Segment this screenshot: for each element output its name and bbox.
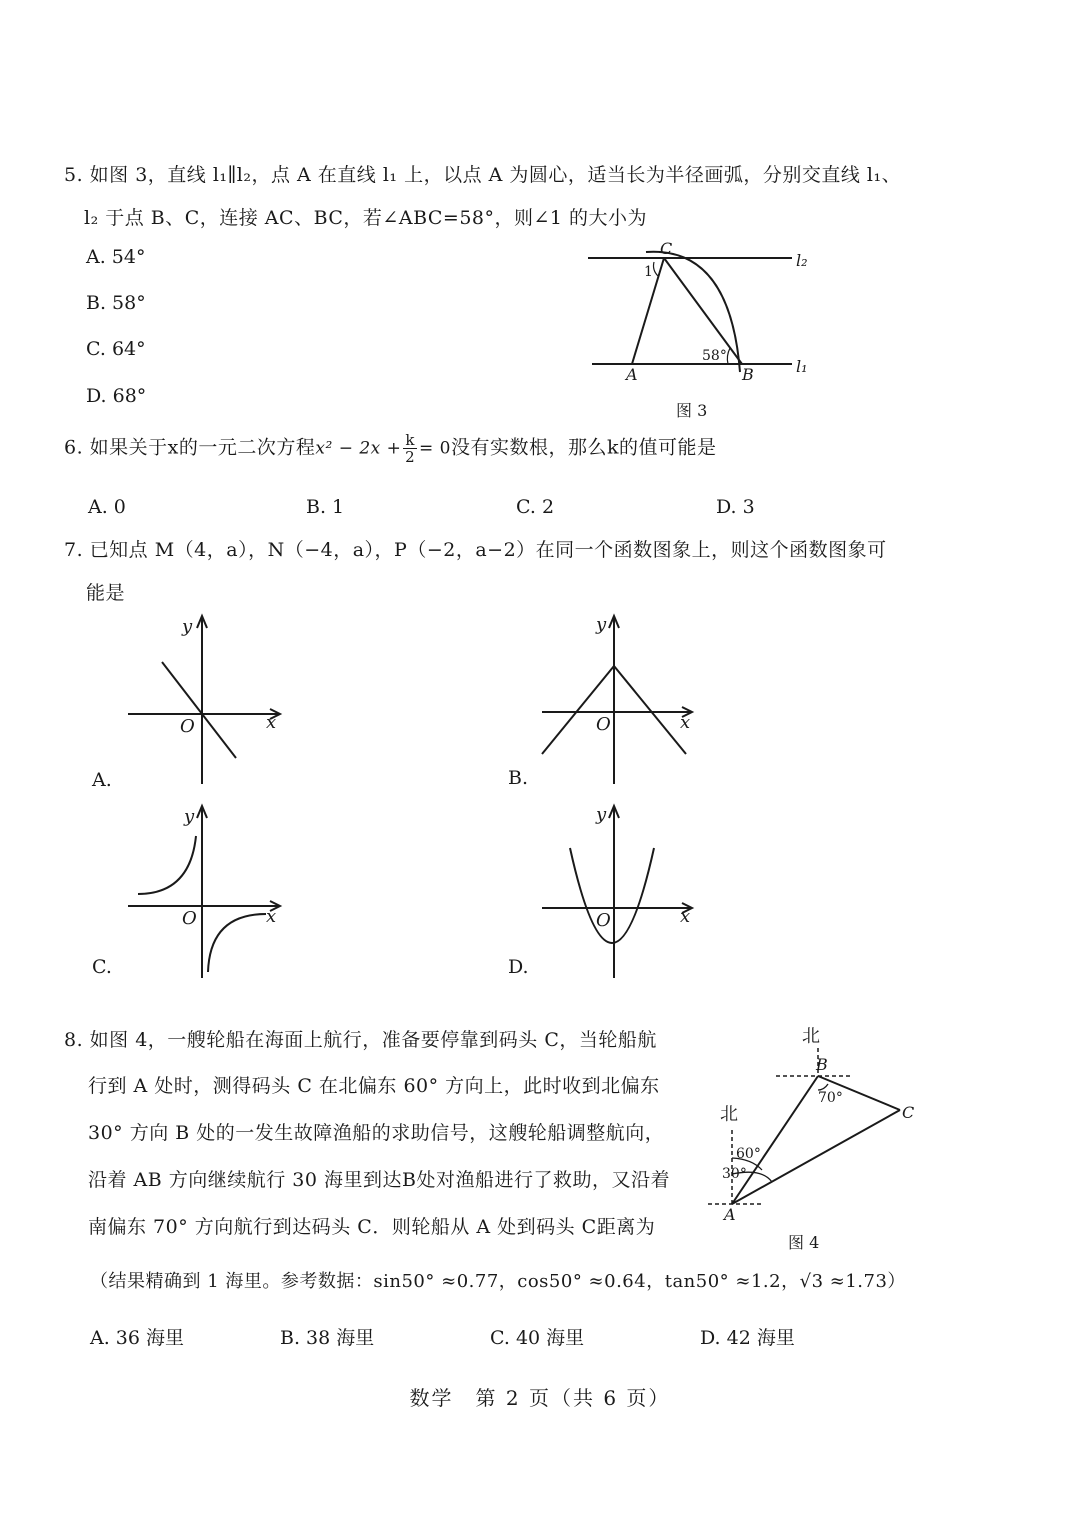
- fig3-label-c: C: [660, 239, 673, 258]
- graph-c-x-label: x: [266, 906, 277, 927]
- graph-b-y-label: y: [596, 614, 607, 635]
- q6-suffix: 没有实数根，那么k的值可能是: [450, 436, 717, 459]
- q6-option-d: D. 3: [716, 496, 755, 518]
- q5-option-a: A. 54°: [86, 246, 146, 268]
- q5-option-d: D. 68°: [86, 385, 147, 407]
- graph-c: [120, 802, 290, 982]
- graph-a-label: A.: [92, 769, 112, 791]
- q5-option-b: B. 58°: [86, 292, 146, 314]
- q8-option-a: A. 36 海里: [90, 1327, 185, 1349]
- fig4-angle-70: 70°: [818, 1090, 843, 1106]
- fig4-label-b: B: [816, 1055, 828, 1074]
- q8-line1: 8. 如图 4，一艘轮船在海面上航行，准备要停靠到码头 C，当轮船航: [64, 1029, 657, 1051]
- fig4-angle-30: 30°: [722, 1166, 747, 1182]
- q8-note: （结果精确到 1 海里。参考数据：sin50° ≈0.77，cos50° ≈0.64，tan50° ≈1.2，√3 ≈1.73）: [90, 1271, 906, 1292]
- fig3-label-l1: l₁: [796, 357, 808, 376]
- q6-question: [64, 432, 716, 465]
- fig3-label-58: 58°: [702, 348, 727, 364]
- page-footer: 数学 第 2 页（共 6 页）: [409, 1386, 671, 1410]
- q5-line2: l₂ 于点 B、C，连接 AC、BC，若∠ABC=58°，则∠1 的大小为: [84, 207, 648, 229]
- fig3-label-angle1: 1: [644, 264, 653, 280]
- graph-a-y-label: y: [182, 616, 193, 637]
- fig4-label-a: A: [724, 1205, 736, 1224]
- q6-frac-num: k: [405, 431, 415, 449]
- q8-line2: 行到 A 处时，测得码头 C 在北偏东 60° 方向上，此时收到北偏东: [88, 1075, 660, 1097]
- fig3-label-b: B: [742, 365, 754, 384]
- graph-a-origin: O: [180, 716, 195, 737]
- graph-c-label: C.: [92, 956, 112, 978]
- graph-d-y-label: y: [596, 804, 607, 825]
- q7-line1: 7. 已知点 M（4，a），N（−4，a），P（−2，a−2）在同一个函数图象上，则这个函数图象可: [64, 539, 887, 561]
- q6-option-b: B. 1: [306, 496, 345, 518]
- fig4-angle-60: 60°: [736, 1146, 761, 1162]
- graph-b: [534, 612, 704, 787]
- q8-option-d: D. 42 海里: [700, 1327, 795, 1349]
- figure-3: [580, 236, 820, 426]
- q8-line5: 南偏东 70° 方向航行到达码头 C．则轮船从 A 处到码头 C距离为: [88, 1216, 656, 1238]
- q8-line4: 沿着 AB 方向继续航行 30 海里到达B处对渔船进行了救助，又沿着: [88, 1169, 670, 1191]
- q6-eq-right: = 0: [419, 438, 451, 459]
- fig3-label-a: A: [626, 365, 638, 384]
- q6-option-c: C. 2: [516, 496, 555, 518]
- q5-option-c: C. 64°: [86, 338, 146, 360]
- fig3-label-l2: l₂: [796, 251, 808, 270]
- fig3-caption: 图 3: [676, 401, 708, 420]
- graph-d-x-label: x: [680, 906, 691, 927]
- fig4-label-c: C: [902, 1103, 915, 1122]
- graph-b-origin: O: [596, 714, 611, 735]
- q8-option-b: B. 38 海里: [280, 1327, 375, 1349]
- graph-d-origin: O: [596, 910, 611, 931]
- graph-a-x-label: x: [266, 712, 277, 733]
- q5-line1: 5. 如图 3，直线 l₁∥l₂，点 A 在直线 l₁ 上，以点 A 为圆心，适当长为半径画弧，分别交直线 l₁、: [64, 164, 902, 186]
- figure-4: [700, 1018, 930, 1258]
- graph-d: [534, 802, 704, 982]
- q6-fraction: [403, 432, 417, 465]
- fig4-north-a: 北: [720, 1104, 738, 1125]
- q8-option-c: C. 40 海里: [490, 1327, 585, 1349]
- q6-option-a: A. 0: [88, 496, 126, 518]
- q6-eq-left: x² − 2x +: [315, 438, 402, 459]
- graph-c-y-label: y: [184, 806, 195, 827]
- graph-d-label: D.: [508, 956, 529, 978]
- graph-c-origin: O: [182, 908, 197, 929]
- fig4-caption: 图 4: [788, 1233, 820, 1252]
- graph-b-label: B.: [508, 767, 529, 789]
- graph-a: [120, 612, 290, 787]
- fig4-north-b: 北: [802, 1026, 820, 1047]
- q6-frac-den: 2: [405, 448, 416, 466]
- q7-line2: 能是: [86, 582, 126, 604]
- q8-line3: 30° 方向 B 处的一发生故障渔船的求助信号，这艘轮船调整航向，: [88, 1122, 665, 1144]
- graph-b-x-label: x: [680, 712, 691, 733]
- q6-prefix: 6. 如果关于x的一元二次方程: [64, 436, 316, 459]
